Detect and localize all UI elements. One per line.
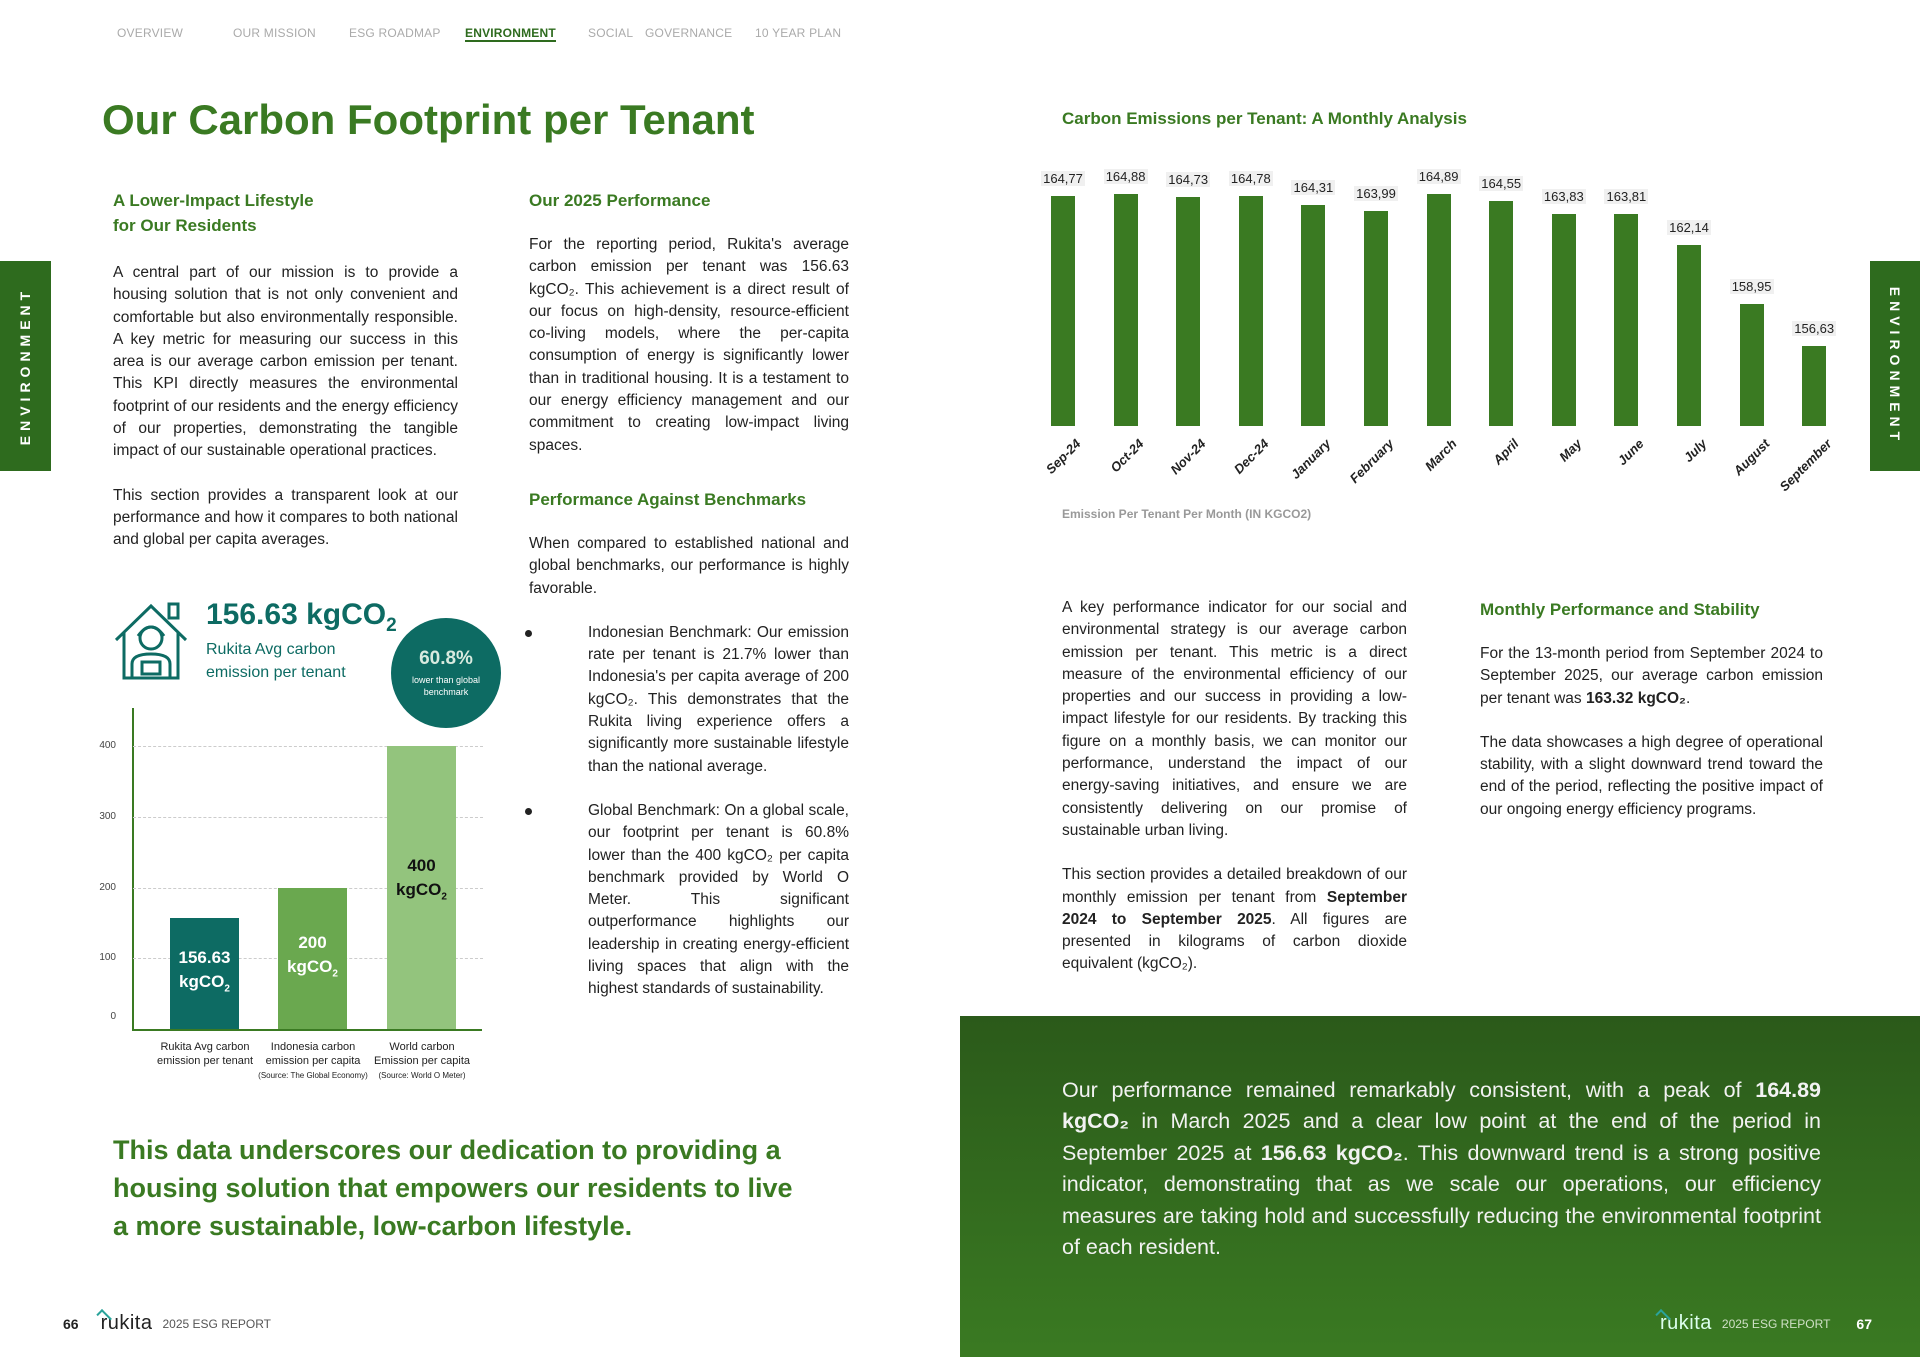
x-category-label: January [1288, 436, 1334, 482]
y-tick-label: 300 [99, 810, 116, 822]
paragraph: A key performance indicator for our social and environmental strategy is our average carbon emission per tenant. This metric is a direct measure of the environmental efficiency of our properties and our success in providing a low-impact lifestyle for our residents. By tracking this figure on a monthly basis, we can monitor our performance, understand the impact of our energy-saving initiatives, and ensure we are consistently delivering on our promise of sustainable urban living. [1062, 599, 1407, 839]
paragraph: A central part of our mission is to provide a housing solution that is not only convenient and comfortable but also environmentally responsible. A key metric for measuring our success in this area is our average carbon emission per tenant. This KPI directly measures the environmental footprint of our residents and the energy efficiency of our properties, demonstrating the tangible impact of our sustainable operational practices. [113, 264, 458, 460]
x-category-label: September [1776, 436, 1835, 495]
bar-value-label: 163,81 [1604, 189, 1648, 204]
y-axis [132, 708, 134, 1030]
bar-value-label: 164,73 [1166, 172, 1210, 187]
month-bar [1552, 214, 1576, 426]
bar-value-label: 156,63 [1792, 321, 1836, 336]
nav-governance[interactable]: GOVERNANCE [645, 26, 733, 40]
x-category-label: Sep-24 [1042, 436, 1084, 477]
x-category-label: Nov-24 [1167, 436, 1209, 478]
y-tick-label: 200 [99, 881, 116, 893]
bar-value-label: 164,89 [1417, 169, 1461, 184]
chart-caption: Emission Per Tenant Per Month (IN KGCO2) [1062, 507, 1312, 521]
y-tick-label: 400 [99, 740, 116, 751]
benchmark-badge: 60.8% lower than global benchmark [391, 618, 501, 728]
bar-value-label: 162,14 [1667, 220, 1711, 235]
chart-title: Carbon Emissions per Tenant: A Monthly Analysis [1062, 109, 1467, 128]
bar-value-label: 164,55 [1479, 176, 1523, 191]
x-category-label: February [1346, 436, 1397, 486]
x-axis [132, 1029, 482, 1031]
x-category-label: Rukita Avg carbon emission per tenant [157, 1041, 253, 1067]
right-column-2 [1480, 597, 1823, 843]
bar-value-label: 164,78 [1229, 171, 1273, 186]
rukita-logo: rukita [100, 1312, 153, 1334]
page-title: Our Carbon Footprint per Tenant [102, 96, 755, 143]
x-category-label: March [1421, 436, 1460, 474]
section-heading: A Lower-Impact Lifestyle for Our Residents [113, 191, 314, 235]
x-category-label: June [1614, 436, 1647, 469]
side-tab-right: ENVIRONMENT [1870, 261, 1920, 471]
paragraph: This section provides a detailed breakdown of our monthly emission per tenant from September 2024 to September 2025. All figures are presented in kilograms of carbon dioxide equivalent (kgCO₂). [1062, 866, 1407, 973]
nav-social[interactable]: SOCIAL [588, 26, 634, 40]
month-bar [1051, 196, 1075, 426]
closing-statement: This data underscores our dedication to providing a housing solution that empowers our residents to live a more sustainable, low-carbon lifestyle. [113, 1135, 793, 1241]
month-bar [1364, 211, 1388, 426]
x-category-label: Oct-24 [1106, 436, 1147, 476]
paragraph: The data showcases a high degree of operational stability, with a slight downward trend toward the end of the period, reflecting the positive impact of our ongoing energy efficiency programs. [1480, 733, 1823, 818]
bar-value-label: 156.63 kgCO$_2$ [178, 947, 231, 995]
nav-esg-roadmap[interactable]: ESG ROADMAP [349, 26, 441, 40]
highlight-text: Our performance remained remarkably consistent, with a peak of 164.89 kgCO₂ in March 2025 and a clear low point at the end of the period in September 2025 at 156.63 kgCO₂. This downward trend is a strong positive indicator, demonstrating that as we scale our operations, our efficiency measures are taking hold and successfully reducing the environmental footprint of each resident. [1062, 1078, 1821, 1260]
bullet-item: Global Benchmark: On a global scale, our footprint per tenant is 60.8% lower than the 400 kgCO₂ per capita benchmark provided by World O Meter. This significant outperformance highlights our leadership in creating energy-efficient living spaces that align with the highest standards of sustainability. [553, 800, 849, 1001]
paragraph: When compared to established national and global benchmarks, our performance is highly favorable. [529, 534, 849, 597]
stat-value: 156.63 kgCO$_2$ [206, 598, 397, 636]
bar-value-label: 400 kgCO$_2$ [396, 856, 447, 903]
month-bar [1114, 194, 1138, 426]
month-bar [1301, 205, 1325, 426]
nav-our-mission[interactable]: OUR MISSION [233, 26, 316, 40]
page-number: 66 [63, 1315, 79, 1332]
y-tick-label: 0 [110, 1011, 116, 1022]
nav-environment[interactable]: ENVIRONMENT [465, 26, 556, 40]
paragraph: For the 13-month period from September 2024 to September 2025, our average carbon emission per tenant was 163.32 kgCO₂. [1480, 645, 1823, 707]
month-bar [1614, 214, 1638, 426]
bar-value-label: 163,99 [1354, 186, 1398, 201]
bar-value-label: 163,83 [1542, 189, 1586, 204]
benchmark-bar [278, 888, 347, 1030]
x-category-label: May [1555, 436, 1585, 465]
x-category-label: July [1680, 436, 1710, 466]
month-bar [1489, 201, 1513, 426]
right-column-1 [1062, 597, 1407, 998]
rukita-logo: rukita [1660, 1312, 1712, 1334]
x-category-label: Dec-24 [1230, 436, 1272, 477]
bar-value-label: 164,77 [1041, 171, 1085, 186]
month-bar [1677, 245, 1701, 426]
bar-value-label: 164,88 [1104, 169, 1148, 184]
benchmark-bar [170, 918, 239, 1029]
nav-overview[interactable]: OVERVIEW [117, 26, 184, 40]
bar-value-label: 158,95 [1730, 279, 1774, 294]
x-category-label: April [1490, 436, 1522, 468]
left-column-1 [113, 188, 458, 574]
y-tick-label: 100 [99, 952, 116, 964]
benchmark-bar [387, 746, 456, 1029]
month-bar [1802, 346, 1826, 426]
bullet-item: Indonesian Benchmark: Our emission rate per tenant is 21.7% lower than Indonesia's per capita average of 200 kgCO₂. This demonstrates that the Rukita living experience offers a significantly more sustainable lifestyle than the national average. [553, 622, 849, 778]
paragraph: This section provides a transparent look at our performance and how it compares to both national and global per capita averages. [113, 486, 458, 549]
x-category-label: August [1729, 436, 1773, 479]
x-category-label: Indonesia carbon emission per capita (Source: The Global Economy) [258, 1041, 368, 1080]
nav-10-year-plan[interactable]: 10 YEAR PLAN [755, 26, 842, 40]
month-bar [1239, 196, 1263, 426]
x-category-label: World carbon Emission per capita (Source: World O Meter) [374, 1041, 470, 1080]
month-bar [1740, 304, 1764, 426]
footer-left: 66 rukita 2025 ESG REPORT [63, 1312, 271, 1334]
bar-value-label: 164,31 [1291, 180, 1335, 195]
paragraph: For the reporting period, Rukita's average carbon emission per tenant was 156.63 kgCO₂. This achievement is a direct result of our focus on high-density, resource-efficient co-living models, where the per-capita consumption of energy is significantly lower than in traditional housing. It is a testament to our energy efficiency management and our commitment to creating low-impact living spaces. [529, 236, 849, 454]
page-number: 67 [1856, 1315, 1872, 1332]
left-column-2 [529, 188, 849, 1023]
month-bar [1427, 194, 1451, 426]
section-heading: Performance Against Benchmarks [529, 489, 807, 509]
month-bar [1176, 197, 1200, 426]
side-tab-left: ENVIRONMENT [0, 261, 51, 471]
section-heading: Our 2025 Performance [529, 191, 711, 210]
house-resident-icon [112, 600, 190, 682]
section-heading: Monthly Performance and Stability [1480, 600, 1760, 619]
bar-value-label: 200 kgCO$_2$ [287, 932, 338, 979]
footer-right: rukita 2025 ESG REPORT 67 [1660, 1312, 1872, 1334]
stat-label: Rukita Avg carbon emission per tenant [206, 641, 346, 681]
